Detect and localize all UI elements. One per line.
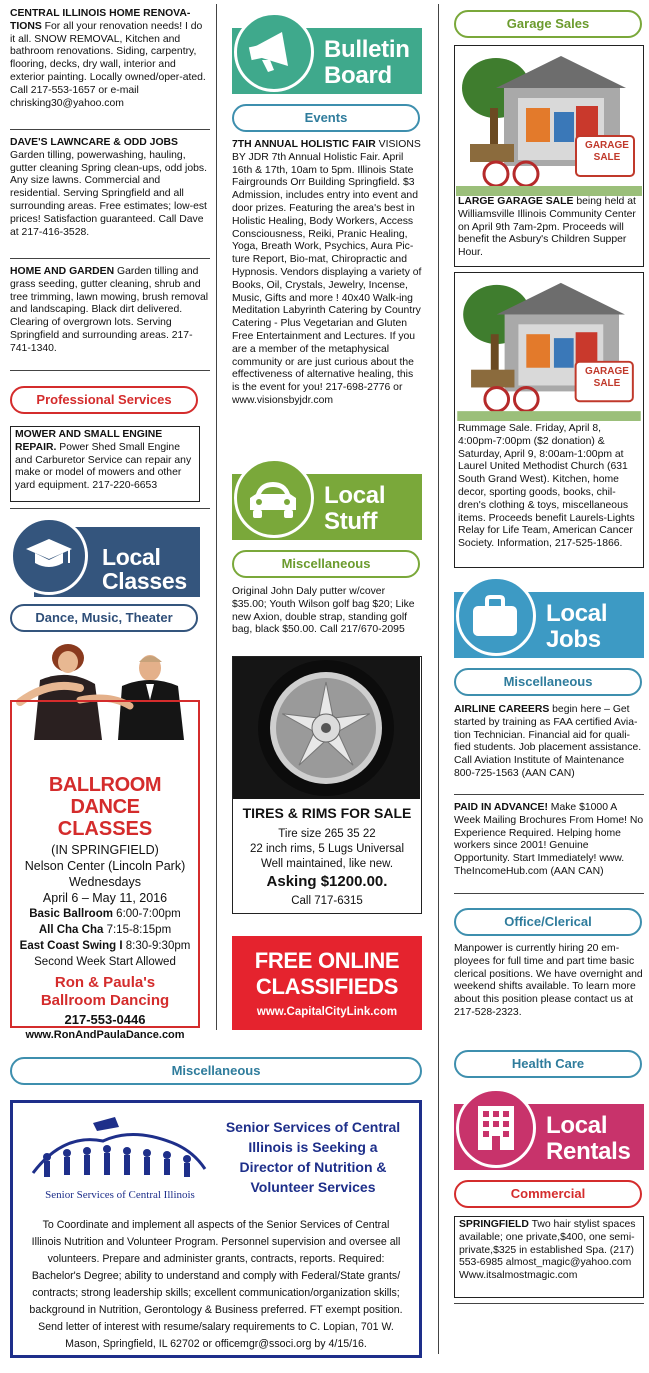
ad-free-online-classifieds[interactable] (232, 936, 422, 1030)
ballroom-class-1 (12, 906, 198, 922)
banner-line2: Jobs (546, 626, 601, 653)
ballroom-dates: April 6 – May 11, 2016 (42, 891, 168, 905)
free-line-1: FREE ONLINE (254, 948, 400, 973)
banner-local-stuff (232, 458, 422, 540)
section-pill-garage-sales[interactable]: Garage Sales (454, 10, 642, 38)
divider (10, 370, 210, 371)
garage-sign-text: GARAGE SALE (585, 140, 629, 163)
tire-photo (233, 657, 420, 799)
banner-line1: Local (324, 482, 386, 509)
ad-title: SPRINGFIELD (459, 1219, 529, 1230)
garage-sale-illustration (456, 48, 642, 196)
ballroom-phone: 217-553-0446 (64, 1012, 146, 1027)
ad-body: being held at Williamsville Illinois Community Center on April 9th 7am-2pm. Proceeds will benefit the Asbury's Children Supper Hour. (458, 196, 636, 259)
banner-local-jobs (454, 576, 644, 658)
graduation-cap-icon (24, 535, 74, 575)
ad-title: 7TH ANNUAL HOLISTIC FAIR (232, 139, 376, 150)
megaphone-icon (248, 28, 300, 76)
ballroom-class-2 (12, 922, 198, 938)
ad-garage-sale-1 (454, 45, 644, 267)
ballroom-headline-1: BALLROOM DANCE (48, 774, 162, 818)
column-divider-right (438, 4, 439, 1354)
class-name: Basic Ballroom (29, 908, 113, 920)
tires-headline: TIRES & RIMS FOR SALE (242, 805, 412, 821)
senior-logo-text: Senior Services of Central Illinois (45, 1189, 195, 1201)
ad-daves-lawncare (10, 137, 210, 239)
ad-paid-in-advance (454, 802, 644, 879)
ballroom-class-3 (12, 938, 198, 954)
tires-price: Asking $1200.00. (266, 873, 388, 890)
free-web[interactable]: www.CapitalCityLink.com (256, 1006, 398, 1018)
banner-bulletin-board (232, 12, 422, 94)
section-pill-miscellaneous[interactable]: Miscellaneous (232, 550, 420, 578)
ballroom-ad-text (12, 774, 198, 1041)
ad-senior-services (10, 1100, 422, 1358)
divider (454, 1303, 644, 1304)
banner-line1: Bulletin (324, 36, 410, 63)
ad-airline-careers (454, 704, 644, 781)
building-icon (474, 1102, 518, 1152)
ad-home-and-garden (10, 266, 210, 356)
section-pill-health-care[interactable]: Health Care (454, 1050, 642, 1078)
class-name: East Coast Swing I (19, 940, 123, 952)
senior-headline-2: Illinois is Seeking a (248, 1139, 378, 1155)
ballroom-headline-2: CLASSES (57, 818, 153, 840)
ad-title: LARGE GARAGE SALE (458, 196, 574, 207)
senior-services-logo (23, 1113, 213, 1197)
car-icon (246, 476, 300, 520)
senior-headline-3: Director of Nutrition & (239, 1159, 387, 1175)
ad-rummage-sale (454, 272, 644, 568)
senior-body: To Coordinate and implement all aspects of the Senior Services of Central Illinois Nutrition and Volunteer Program. Personnel supervision and oversee all volunteers. Prepare and administer grants, contracts, reports. Required: Bachelor's Degree; ability to understand and comply with Federal/State grants/ contracts; strong leadership skills; excellent communication/organization skills; background in Nutrition, Gerontology & Business preferred. FT exempt position. Send letter of interest with resume/salary requirements to C. Lopian, 701 W. Mason, Springfield, IL 62702 or officemgr@ssoci.org by 4/15/16. (29, 1219, 403, 1350)
ballroom-studio-2: Ballroom Dancing (40, 992, 170, 1009)
senior-headline-1: Senior Services of Central (225, 1119, 401, 1135)
garage-sign-text: GARAGE SALE (585, 366, 629, 389)
divider (10, 129, 210, 130)
ad-title: HOME AND GARDEN (10, 266, 115, 277)
banner-line2: Rentals (546, 1138, 631, 1165)
ad-tires-rims (232, 656, 422, 914)
briefcase-icon (470, 594, 520, 638)
ballroom-web[interactable]: www.RonAndPaulaDance.com (25, 1029, 185, 1041)
ad-title: PAID IN ADVANCE! (454, 802, 548, 813)
banner-line2: Board (324, 62, 392, 89)
senior-headline-4: Volunteer Services (250, 1179, 376, 1195)
banner-line1: Local (102, 544, 161, 570)
ad-holistic-fair (232, 139, 422, 408)
banner-line2: Classes (102, 568, 187, 594)
ad-mower-repair (10, 426, 200, 502)
ad-title: MOWER AND SMALL ENGINE REPAIR. (15, 429, 163, 453)
ballroom-studio-1: Ron & Paula's (54, 974, 156, 991)
section-pill-events[interactable]: Events (232, 104, 420, 132)
ad-springfield-rental (454, 1216, 644, 1298)
divider (10, 258, 210, 259)
ad-body: Garden tilling and grass seeding, gutter cleaning, shrub and tree trimming, lawn mowing, brush removal and landscaping. Black dirt delivered. Clearing of overgrown lots. Serving Springfield and surrounding areas. 217-741-1340. (10, 266, 209, 354)
class-name: All Cha Cha (38, 924, 104, 936)
ad-body: Rummage Sale. Friday, April 8, 4:00pm-7:00pm ($2 donation) & Saturday, April 9, 8:00am-1:00pm at Laurel United Methodist Church (631 South Grand West). Kitchen, home decor, sporting goods, books, chil-dren's clothing & toys, miscellaneous items. Proceeds benefit Laurels-Lights Relay for Life Team, American Cancer Society. Information, 217-525-1866. (458, 423, 635, 550)
ad-body: Power Shed Small Engine and Carburetor Service can repair any make or model of mowers and other yard equipment. 217-220-6653 (15, 441, 192, 492)
ballroom-venue: Nelson Center (Lincoln Park) (24, 859, 186, 873)
ad-body: begin here – Get started by training as FAA certified Avia-tion Technician. Financial aid for quali-fied students. Job placement assistance. Call Aviation Institute of Maintenance 800-725-1563 (AAN CAN) (454, 704, 642, 779)
ad-home-renovations (10, 8, 210, 110)
section-pill-dance-music-theater[interactable]: Dance, Music, Theater (10, 604, 198, 632)
divider (454, 893, 644, 894)
ad-text (458, 196, 642, 260)
banner-local-rentals (454, 1088, 644, 1170)
banner-line2: Stuff (324, 508, 378, 535)
banner-line1: Local (546, 600, 608, 627)
ad-title: DAVE'S LAWNCARE & ODD JOBS (10, 137, 178, 148)
senior-headline (213, 1117, 413, 1197)
column-divider-left (216, 4, 217, 1030)
section-pill-office-clerical[interactable]: Office/Clerical (454, 908, 642, 936)
banner-local-classes (10, 517, 200, 597)
free-line-2: CLASSIFIEDS (255, 974, 399, 999)
section-pill-commercial[interactable]: Commercial (454, 1180, 642, 1208)
tires-line-3: Well maintained, like new. (260, 858, 394, 870)
ballroom-day: Wednesdays (68, 875, 142, 889)
ad-body: Garden tilling, powerwashing, hauling, gutter cleaning Spring clean-ups, odd jobs. Any size lawns. Commercial and residential. Serving Springfield and all surrounding areas. Free estimates; low-est prices! Satisfaction guaranteed. Call Dave at 217-416-3528. (10, 149, 207, 238)
ballroom-city: (IN SPRINGFIELD) (51, 843, 159, 857)
garage-sale-illustration (456, 275, 642, 421)
class-time: 6:00-7:00pm (116, 908, 181, 920)
section-pill-miscellaneous-bottom[interactable]: Miscellaneous (10, 1057, 422, 1085)
divider (454, 794, 644, 795)
class-time: 8:30-9:30pm (125, 940, 191, 952)
banner-line1: Local (546, 1112, 608, 1139)
ad-body: Make $1000 A Week Mailing Brochures From Home! No Experience Required. Helping home workers since 2001! Genuine Opportunity. Start Immediately! www. TheIncomeHub.com (AAN CAN) (454, 802, 644, 877)
section-pill-miscellaneous-jobs[interactable]: Miscellaneous (454, 668, 642, 696)
class-time: 7:15-8:15pm (106, 924, 172, 936)
section-pill-professional-services[interactable]: Professional Services (10, 386, 198, 414)
ad-body: For all your renovation needs! I do it all. SNOW REMOVAL, Kitchen and bathroom renovations. Siding, carpentry, flooring, decks, dry wall, interior and exterior painting. Locally owned/oper-ated. Call 217-553-1657 or e-mail chrisking30@yahoo.com (10, 20, 206, 109)
wheel-illustration (233, 657, 420, 799)
tires-call: Call 717-6315 (291, 895, 363, 907)
divider (10, 508, 210, 509)
ad-title: CENTRAL ILLINOIS HOME RENOVA-TIONS (10, 8, 191, 32)
ad-title: AIRLINE CAREERS (454, 704, 550, 715)
ad-body: VISIONS BY JDR 7th Annual Holistic Fair. April 16th & 17th, 10am to 5pm. Illinois State Fairgrounds Orr Building Springfield. $3 Admission, includes entry into event and door prizes. Featuring the area's best in Holistic Healing, Body Workers, Access Consciousness, Reiki, Pranic Healing, Yoga, Breath Work, Psychics, Aura Pic-ture Report, Bio-mat, Chiropractic and Hypnosis. Vendors displaying a variety of Books, Oil, Crystals, Jewelry, Incense, Music, Gifts and more ! 40x40 Walk-ing Meditation Labyrinth Catering by Country Catering - Plus Vegetarian and Gluten Free Entertainment and Lectures. If you are a member of the metaphysical community or are just curious about the effectiveness of alternative healing, this is the event for you! 217-698-2776 or www.visionsbyjdr.com (232, 139, 422, 406)
ad-manpower: Manpower is currently hiring 20 em-ployees for full time and part time basic clerical positions. We have overnight and weekend shifts available. To learn more about this position please contact us at 217-528-2323. (454, 943, 643, 1018)
ad-golf: Original John Daly putter w/cover $35.00; Youth Wilson golf bag $20; Like new Axion, double strap, standing golf bag, black $50.00. Call 217/670-2095 (232, 586, 415, 636)
ad-body: Two hair stylist spaces available; one private,$400, one semi-private,$325 in established Spa. (217) 553-6985 almost_magic@yahoo.com Www.itsalmostmagic.com (459, 1219, 636, 1282)
ballroom-note: Second Week Start Allowed (34, 956, 176, 968)
tires-line-1: Tire size 265 35 22 (278, 828, 376, 840)
tires-line-2: 22 inch rims, 5 Lugs Universal (249, 843, 405, 855)
